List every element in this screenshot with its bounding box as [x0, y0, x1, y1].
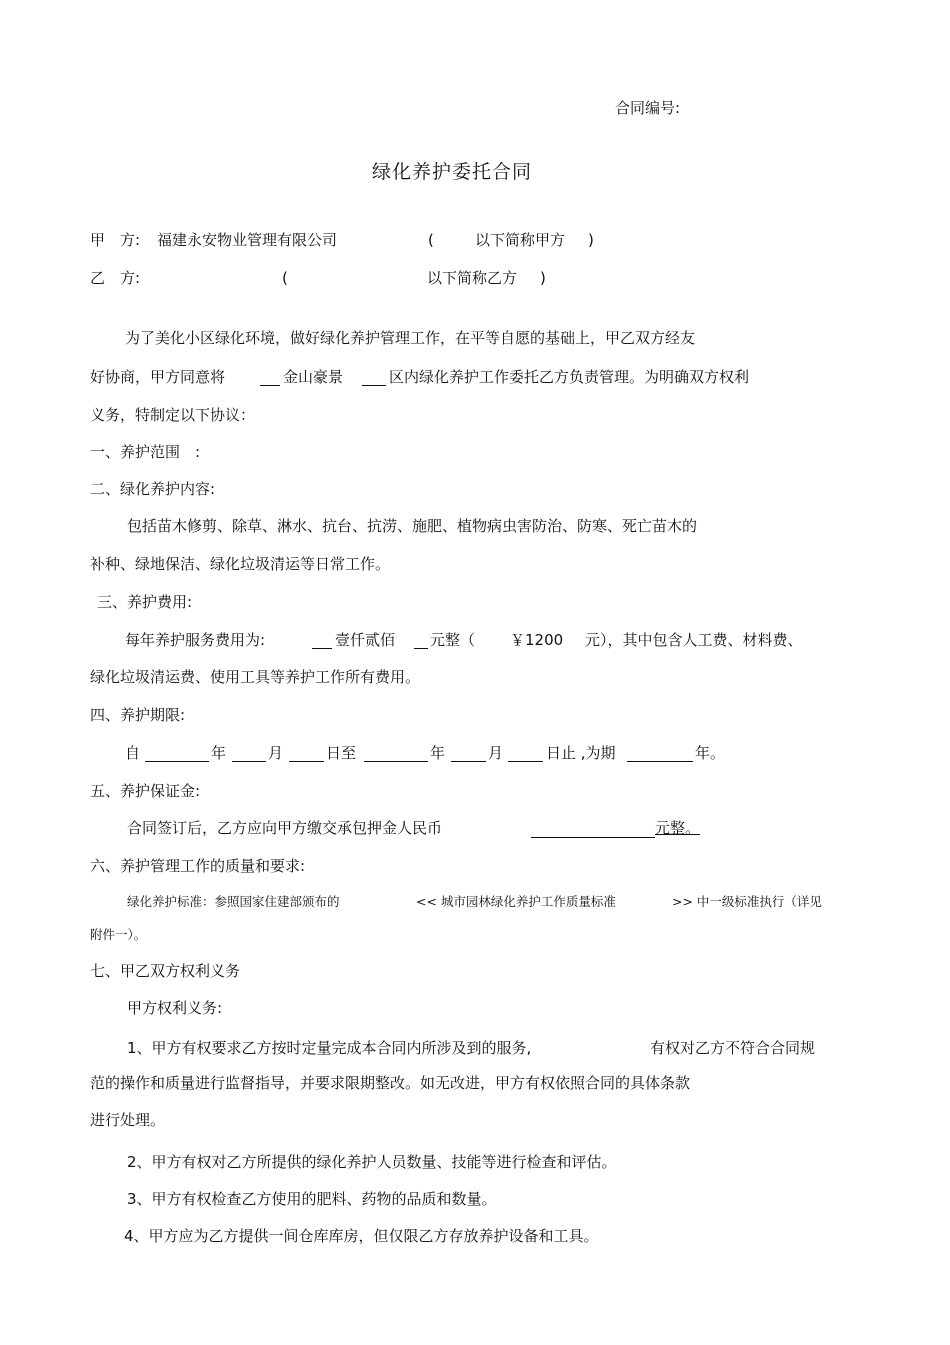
- blank-underline: [508, 760, 543, 762]
- fee-amount-number: ￥1200: [510, 631, 564, 649]
- section-5-title: 五、养护保证金:: [90, 782, 201, 800]
- section-2-title: 二、绿化养护内容:: [90, 480, 216, 498]
- party-b-alias: 以下简称乙方: [427, 269, 518, 287]
- party-a-rights-title: 甲方权利义务:: [127, 999, 223, 1017]
- blank-underline: [145, 760, 209, 762]
- blank-underline: [451, 760, 486, 762]
- standard-text-d: 附件一）。: [90, 927, 147, 942]
- blank-underline: [362, 384, 386, 386]
- section-7-title: 七、甲乙双方权利义务: [90, 962, 241, 980]
- clause-1c: 范的操作和质量进行监督指导，并要求限期整改。如无改进，甲方有权依照合同的具体条款: [90, 1074, 691, 1092]
- standard-text-a: 绿化养护标准：参照国家住建部颁布的: [127, 894, 340, 909]
- community-name: 金山豪景: [283, 368, 344, 386]
- section-3-line-2: 绿化垃圾清运费、使用工具等养护工作所有费用。: [90, 668, 421, 686]
- clause-3: 3、甲方有权检查乙方使用的肥料、药物的品质和数量。: [127, 1190, 497, 1208]
- section-4-title: 四、养护期限:: [90, 706, 186, 724]
- intro-line-3: 义务，特制定以下协议：: [90, 406, 256, 424]
- fee-text-b: 元整（: [430, 631, 476, 649]
- clause-4: 4、甲方应为乙方提供一间仓库库房，但仅限乙方存放养护设备和工具。: [124, 1227, 599, 1245]
- fee-amount-words: 壹仟贰佰: [335, 631, 396, 649]
- party-a-paren-close: ): [588, 231, 594, 249]
- blank-underline: [627, 760, 693, 762]
- term-day-to: 日至: [326, 744, 357, 762]
- fee-label: 每年养护服务费用为:: [125, 631, 266, 649]
- term-month-2: 月: [488, 744, 504, 762]
- party-a-alias: 以下简称甲方: [475, 231, 566, 249]
- intro-line-2a: 好协商，甲方同意将: [90, 368, 226, 386]
- blank-underline: [531, 836, 655, 838]
- term-year-3: 年。: [695, 744, 726, 762]
- clause-2: 2、甲方有权对乙方所提供的绿化养护人员数量、技能等进行检查和评估。: [127, 1153, 617, 1171]
- standard-text-c: >> 中一级标准执行（详见: [672, 894, 822, 909]
- intro-line-2b: 区内绿化养护工作委托乙方负责管理。为明确双方权利: [389, 368, 750, 386]
- blank-underline: [364, 760, 428, 762]
- deposit-unit: 元整。: [655, 819, 701, 837]
- term-year-1: 年: [211, 744, 227, 762]
- party-a-label: 甲 方:: [90, 231, 141, 249]
- blank-underline: [289, 760, 324, 762]
- term-year-2: 年: [430, 744, 446, 762]
- section-6-title: 六、养护管理工作的质量和要求:: [90, 857, 306, 875]
- section-2-line-2: 补种、绿地保洁、绿化垃圾清运等日常工作。: [90, 555, 391, 573]
- party-b-paren-open: (: [282, 269, 288, 287]
- clause-1a: 1、甲方有权要求乙方按时定量完成本合同内所涉及到的服务,: [127, 1039, 532, 1057]
- contract-number-label: 合同编号:: [615, 99, 681, 117]
- party-a-paren-open: (: [428, 231, 434, 249]
- term-day-end: 日止 ,为期: [546, 744, 616, 762]
- fee-text-c: 元），其中包含人工费、材料费、: [585, 631, 803, 649]
- term-month-1: 月: [268, 744, 284, 762]
- section-1-title: 一、养护范围 :: [90, 443, 201, 461]
- intro-line-1: 为了美化小区绿化环境，做好绿化养护管理工作，在平等自愿的基础上，甲乙双方经友: [125, 329, 696, 347]
- section-2-line-1: 包括苗木修剪、除草、淋水、抗台、抗涝、施肥、植物病虫害防治、防寒、死亡苗木的: [127, 517, 698, 535]
- party-b-label: 乙 方:: [90, 269, 141, 287]
- clause-1b: 有权对乙方不符合合同规: [650, 1039, 816, 1057]
- standard-text-b: << 城市园林绿化养护工作质量标准: [416, 894, 616, 909]
- deposit-text: 合同签订后，乙方应向甲方缴交承包押金人民币: [127, 819, 443, 837]
- document-title: 绿化养护委托合同: [372, 161, 533, 183]
- term-from: 自: [125, 744, 141, 762]
- section-3-title: 三、养护费用:: [97, 593, 193, 611]
- blank-underline: [312, 647, 332, 649]
- blank-underline: [414, 647, 428, 649]
- blank-underline: [260, 384, 280, 386]
- clause-1d: 进行处理。: [90, 1111, 166, 1129]
- party-b-paren-close: ): [540, 269, 546, 287]
- party-a-name: 福建永安物业管理有限公司: [157, 231, 338, 249]
- blank-underline: [232, 760, 266, 762]
